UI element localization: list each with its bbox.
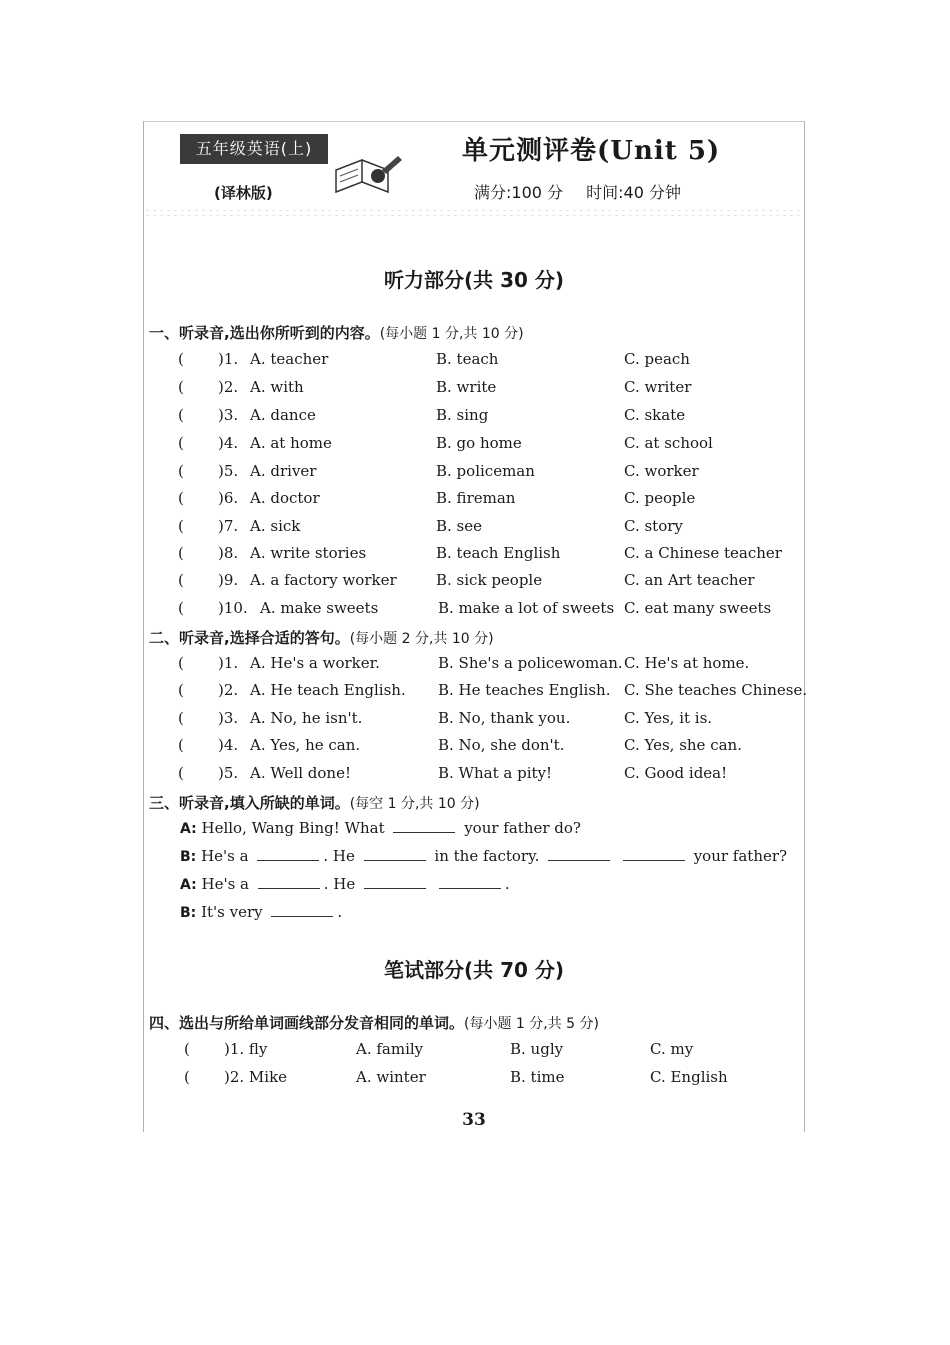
question-row (144, 406, 804, 430)
dialog-text: He's a (201, 847, 249, 865)
option-a: A. sick (250, 517, 301, 535)
answer-paren: ( (178, 517, 184, 535)
section2-note: (每小题 2 分,共 10 分) (349, 631, 494, 647)
fill-blank[interactable] (271, 904, 333, 917)
option-b: B. No, she don't. (438, 736, 565, 754)
question-number: )9. (218, 571, 239, 589)
answer-paren: ( (178, 599, 184, 617)
question-row (144, 681, 808, 705)
option-c: C. English (650, 1068, 728, 1086)
question-row (144, 1068, 804, 1092)
answer-paren: ( (178, 654, 184, 672)
question-number: )1. (218, 350, 239, 368)
answer-paren: ( (178, 571, 184, 589)
option-c: C. Yes, she can. (624, 736, 742, 754)
option-b: B. ugly (510, 1040, 564, 1058)
option-b: B. teach (436, 350, 499, 368)
question-number: )5. (218, 764, 239, 782)
option-c: C. worker (624, 462, 699, 480)
question-number: )4. (218, 434, 239, 452)
question-number: )3. (218, 406, 239, 424)
option-c: C. writer (624, 378, 692, 396)
question-number: )2. (218, 681, 239, 699)
option-a: A. teacher (250, 350, 329, 368)
option-b: B. make a lot of sweets (438, 599, 615, 617)
dialog-text: in the factory. (434, 847, 540, 865)
option-a: A. Yes, he can. (250, 736, 361, 754)
section2-heading: 二、听录音,选择合适的答句。 (149, 629, 350, 647)
option-b: B. sick people (436, 571, 543, 589)
option-a: A. dance (250, 406, 316, 424)
option-c: C. Good idea! (624, 764, 728, 782)
option-c: C. a Chinese teacher (624, 544, 782, 562)
section4-title (149, 1012, 599, 1033)
dialog-text: It's very (201, 903, 263, 921)
question-row (144, 599, 804, 623)
question-number: )10. (218, 599, 248, 617)
question-number: )3. (218, 709, 239, 727)
answer-paren: ( (178, 709, 184, 727)
option-a: A. Well done! (250, 764, 352, 782)
speaker-label: B: (180, 905, 197, 921)
option-b: B. No, thank you. (438, 709, 571, 727)
answer-paren: ( (184, 1068, 190, 1086)
question-row (144, 544, 804, 568)
section2-title (149, 627, 494, 648)
answer-paren: ( (178, 764, 184, 782)
option-b: B. sing (436, 406, 489, 424)
section4-note: (每小题 1 分,共 5 分) (464, 1016, 600, 1032)
speaker-label: B: (180, 849, 197, 865)
option-c: C. eat many sweets (624, 599, 772, 617)
question-row (144, 1040, 804, 1064)
page-header (144, 122, 804, 222)
answer-paren: ( (178, 544, 184, 562)
book-icon (332, 152, 404, 202)
section1-note: (每小题 1 分,共 10 分) (379, 326, 524, 342)
fill-blank[interactable] (548, 848, 610, 861)
question-number: )6. (218, 489, 239, 507)
option-c: C. skate (624, 406, 686, 424)
option-c: C. She teaches Chinese. (624, 681, 808, 699)
section1-title (149, 322, 524, 343)
question-number: )2. Mike (224, 1068, 288, 1086)
question-row (144, 434, 804, 458)
option-a: A. a factory worker (250, 571, 397, 589)
option-a: A. He's a worker. (250, 654, 380, 672)
dialog-line (180, 819, 581, 837)
answer-paren: ( (178, 462, 184, 480)
header-divider (144, 208, 804, 218)
exam-page (143, 121, 808, 1132)
option-a: A. make sweets (260, 599, 379, 617)
question-number: )8. (218, 544, 239, 562)
option-a: A. No, he isn't. (250, 709, 363, 727)
section1-heading: 一、听录音,选出你所听到的内容。 (149, 324, 380, 342)
question-number: )7. (218, 517, 239, 535)
answer-paren: ( (178, 434, 184, 452)
option-b: B. policeman (436, 462, 535, 480)
grade-badge: 五年级英语(上) (180, 134, 328, 164)
dialog-text: . (504, 875, 510, 893)
exam-title: 单元测评卷(Unit 5) (462, 136, 721, 166)
option-c: C. story (624, 517, 683, 535)
question-number: )1. fly (224, 1040, 268, 1058)
option-b: B. go home (436, 434, 522, 452)
option-b: B. He teaches English. (438, 681, 611, 699)
question-number: )4. (218, 736, 239, 754)
question-row (144, 517, 804, 541)
writing-part-title: 笔试部分(共 70 分) (383, 958, 565, 982)
dialog-text: your father? (693, 847, 788, 865)
dialog-text: . He (323, 875, 356, 893)
answer-paren: ( (178, 378, 184, 396)
option-a: A. driver (250, 462, 317, 480)
option-a: A. with (250, 378, 304, 396)
dialog-text: your father do? (464, 819, 581, 837)
option-a: A. He teach English. (250, 681, 406, 699)
listening-part-title: 听力部分(共 30 分) (383, 268, 565, 292)
question-row (144, 489, 804, 513)
question-row (144, 736, 804, 760)
option-a: A. winter (356, 1068, 426, 1086)
dialog-text: . (337, 903, 343, 921)
option-c: C. an Art teacher (624, 571, 755, 589)
answer-paren: ( (178, 406, 184, 424)
question-row (144, 571, 804, 595)
option-b: B. fireman (436, 489, 516, 507)
section4-heading: 四、选出与所给单词画线部分发音相同的单词。 (149, 1014, 465, 1032)
time-limit: 时间:40 分钟 (586, 183, 681, 202)
question-row (144, 764, 804, 788)
section3-heading: 三、听录音,填入所缺的单词。 (149, 794, 350, 812)
question-number: )2. (218, 378, 239, 396)
answer-paren: ( (178, 736, 184, 754)
edition-label: (译林版) (214, 184, 273, 202)
question-row (144, 350, 804, 374)
fill-blank[interactable] (364, 848, 426, 861)
exam-meta (474, 180, 699, 203)
answer-paren: ( (178, 681, 184, 699)
fill-blank[interactable] (393, 820, 455, 833)
dialog-line (180, 875, 510, 893)
option-a: A. doctor (250, 489, 320, 507)
question-number: )5. (218, 462, 239, 480)
section3-title (149, 792, 480, 813)
option-a: A. at home (250, 434, 332, 452)
option-c: C. people (624, 489, 696, 507)
fill-blank[interactable] (623, 848, 685, 861)
option-b: B. write (436, 378, 497, 396)
option-b: B. see (436, 517, 483, 535)
answer-paren: ( (178, 350, 184, 368)
question-number: )1. (218, 654, 239, 672)
option-b: B. What a pity! (438, 764, 553, 782)
option-c: C. at school (624, 434, 713, 452)
speaker-label: A: (180, 821, 197, 837)
option-b: B. She's a policewoman. (438, 654, 623, 672)
answer-paren: ( (178, 489, 184, 507)
dialog-line (180, 903, 342, 921)
dialog-line (180, 847, 787, 865)
dialog-text: He's a (201, 875, 249, 893)
option-b: B. time (510, 1068, 565, 1086)
option-b: B. teach English (436, 544, 561, 562)
option-a: A. family (356, 1040, 424, 1058)
speaker-label: A: (180, 877, 197, 893)
answer-paren: ( (184, 1040, 190, 1058)
full-score: 满分:100 分 (474, 183, 564, 202)
option-c: C. He's at home. (624, 654, 750, 672)
option-c: C. Yes, it is. (624, 709, 713, 727)
question-row (144, 709, 804, 733)
option-c: C. my (650, 1040, 694, 1058)
dialog-text: . He (323, 847, 355, 865)
fill-blank[interactable] (364, 876, 426, 889)
option-a: A. write stories (250, 544, 367, 562)
question-row (144, 462, 804, 486)
section3-note: (每空 1 分,共 10 分) (349, 796, 480, 812)
fill-blank[interactable] (439, 876, 501, 889)
dialog-text: Hello, Wang Bing! What (201, 819, 385, 837)
question-row (144, 378, 804, 402)
option-c: C. peach (624, 350, 690, 368)
page-number: 33 (462, 1110, 486, 1130)
fill-blank[interactable] (258, 876, 320, 889)
fill-blank[interactable] (257, 848, 319, 861)
question-row (144, 654, 804, 678)
